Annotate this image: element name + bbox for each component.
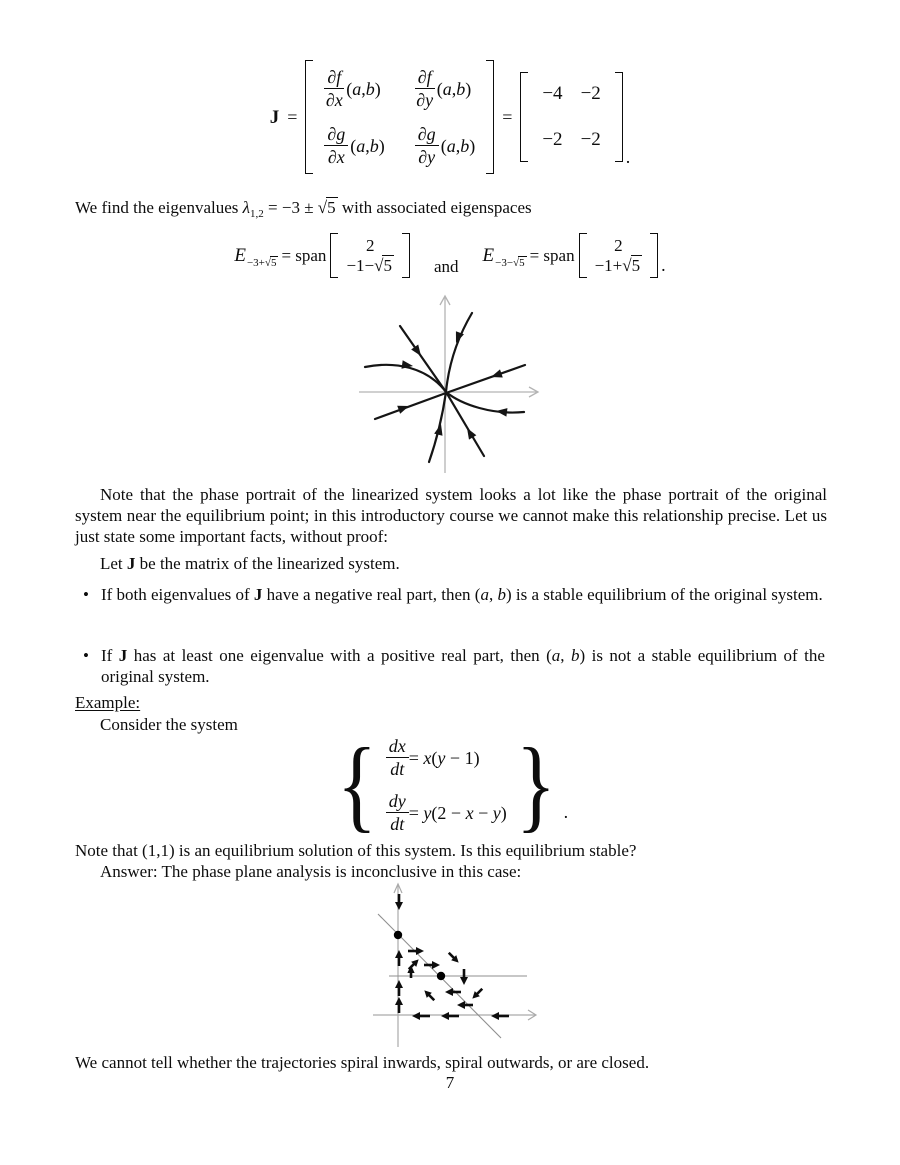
left-bracket <box>579 233 587 278</box>
equals-sign: = <box>287 106 298 127</box>
direction-field-diagram <box>365 879 545 1056</box>
period: . <box>625 147 631 167</box>
vector-entry: −1+√5 <box>594 256 641 275</box>
phase-portrait-diagram <box>353 291 543 486</box>
matrix-cell: $\frac{\partial g}{\partial x}$ (a,b) <box>324 124 384 167</box>
right-brace: } <box>515 727 556 842</box>
consider-sentence: Consider the system <box>100 715 238 734</box>
vector-entry: −1−√5 <box>346 256 392 275</box>
matrix-value: −2 <box>542 129 563 150</box>
matrix-value: −2 <box>580 83 601 104</box>
left-brace: { <box>336 727 377 842</box>
page-number: 7 <box>445 1073 455 1092</box>
equation-dx-dt: $\frac{dx}{dt}$ = x(y − 1) <box>386 736 507 779</box>
matrix-cell: $\frac{\partial f}{\partial x}$ (a,b) <box>325 67 381 110</box>
eigenspace-1 <box>234 233 410 278</box>
eigenvector-2 <box>579 233 659 278</box>
direction-arrows <box>395 894 509 1020</box>
and-word: and <box>433 257 459 276</box>
left-bracket <box>330 233 338 278</box>
eigenspace-formulas <box>0 233 900 278</box>
axes <box>373 884 536 1047</box>
bullet-item <box>83 645 825 687</box>
right-bracket <box>615 72 623 162</box>
bullet-text: If J has at least one eigenvalue with a positive real part, then (a, b) is not a stable equilibrium of the original system. <box>100 646 825 686</box>
vector-entry: 2 <box>365 236 375 255</box>
matrix-cell: $\frac{\partial g}{\partial y}$ (a,b) <box>415 124 475 167</box>
jacobian-values-matrix <box>520 72 622 162</box>
phase-plane-direction-field <box>365 879 545 1051</box>
E-symbol: E <box>234 245 246 266</box>
phase-portrait-stable-node <box>353 291 543 481</box>
right-bracket <box>402 233 410 278</box>
conclusion-sentence: We cannot tell whether the trajectories spiral inwards, spiral outwards, or are closed. <box>75 1053 650 1072</box>
matrix-value: −2 <box>580 129 601 150</box>
bullet-text: If both eigenvalues of J have a negative real part, then (a, b) is a stable equilibrium of the original system. <box>100 585 823 604</box>
answer-sentence: Answer: The phase plane analysis is inconclusive in this case: <box>100 862 522 881</box>
note-paragraph: Note that the phase portrait of the linearized system looks a lot like the phase portrait of the original system near the equilibrium point; in this introductory course we cannot make this relationship precise. Let us just state some important facts, without proof: <box>75 485 827 546</box>
right-bracket <box>486 60 494 174</box>
eigenvalue-subscript: −3−√5 <box>495 256 525 269</box>
left-bracket <box>520 72 528 162</box>
axes <box>359 296 538 473</box>
matrix-cell: $\frac{\partial f}{\partial y}$ (a,b) <box>416 67 472 110</box>
eigenvalue-sentence: We find the eigenvalues $\lambda_{1,2} = -3 \pm √5$ with associated eigenspaces <box>75 198 532 220</box>
jacobian-partials-matrix <box>305 60 494 174</box>
E-symbol: E <box>482 245 495 266</box>
matrix-J-symbol: J <box>269 106 280 128</box>
ode-system <box>0 727 900 842</box>
left-bracket <box>305 60 313 174</box>
equilibrium-question: Note that (1,1) is an equilibrium solution of this system. Is this equilibrium stable? <box>75 841 637 860</box>
eigenspace-2 <box>483 233 659 278</box>
span-operator: = span <box>529 246 575 265</box>
right-bracket <box>650 233 658 278</box>
bullet-marker: • <box>83 585 89 604</box>
period: . <box>563 802 569 822</box>
bullet-marker: • <box>83 646 89 665</box>
span-operator: = span <box>281 246 327 265</box>
equals-sign: = <box>502 106 513 127</box>
matrix-value: −4 <box>542 83 563 104</box>
equation-dy-dt: $\frac{dy}{dt}$ = y(2 − x − y) <box>386 791 507 834</box>
eigenvalue-subscript: −3+√5 <box>246 256 277 269</box>
period: . <box>661 255 666 275</box>
example-heading: Example: <box>75 693 141 712</box>
bullet-item <box>83 584 825 605</box>
eigenvector-1 <box>330 233 410 278</box>
vector-entry: 2 <box>614 236 623 255</box>
jacobian-equation <box>0 60 900 174</box>
let-j-sentence: Let J be the matrix of the linearized system. <box>100 554 400 573</box>
